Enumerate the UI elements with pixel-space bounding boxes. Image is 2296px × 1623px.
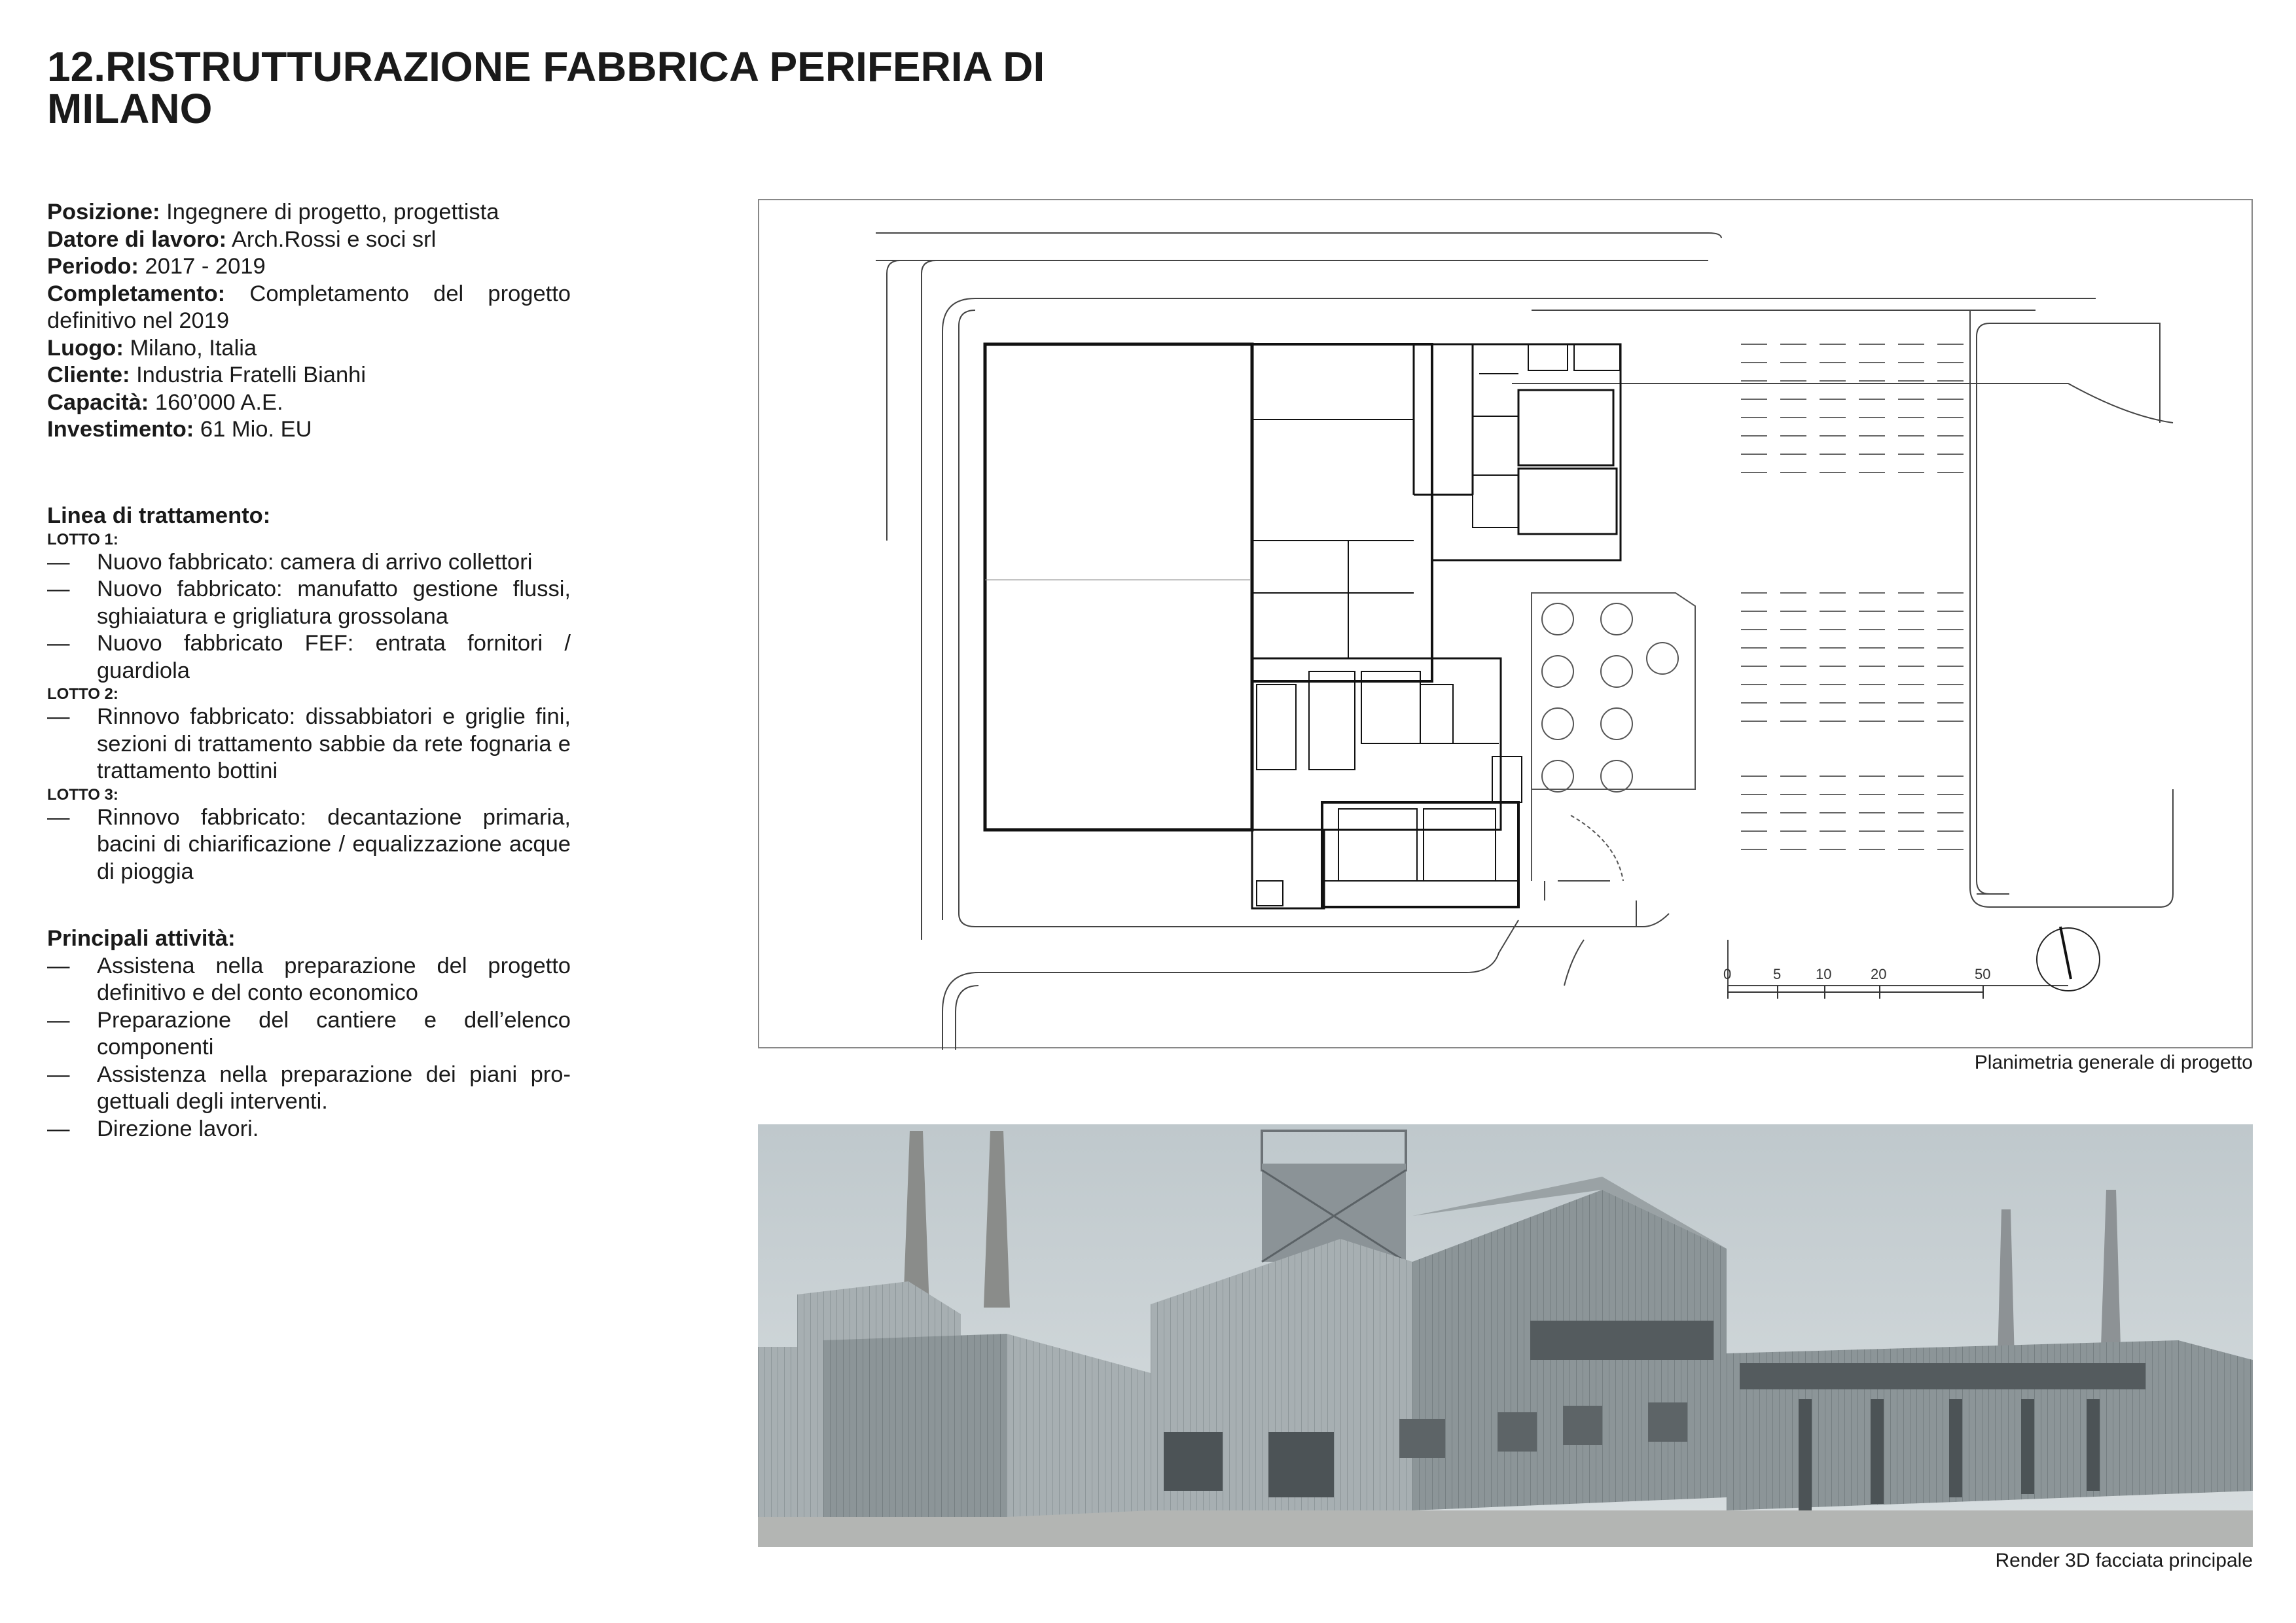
activities-section xyxy=(47,925,571,1143)
scale-label: 50 xyxy=(1975,966,1991,982)
list-item: — Assistena nella preparazione del progetto definitivo e del conto economico xyxy=(47,953,571,1005)
scale-label: 0 xyxy=(1723,966,1732,982)
list-item: — Direzione lavori. xyxy=(47,1116,259,1141)
list-item: — Rinnovo fabbricato: decantazione primaria, bacini di chiarificazione / equalizzazione acque di pioggia xyxy=(47,804,571,884)
render-caption: Render 3D facciata principale xyxy=(1995,1550,2253,1571)
list-item: — Assistenza nella preparazione dei piani pro-gettuali degli interventi. xyxy=(47,1061,571,1114)
site-plan-drawing xyxy=(759,200,2254,1050)
list-item: — Nuovo fabbricato FEF: entrata fornitori / guardiola xyxy=(47,631,571,683)
list-item: — Preparazione del cantiere e dell’elenco componenti xyxy=(47,1007,571,1060)
list-item: — Nuovo fabbricato: camera di arrivo collettori xyxy=(47,549,533,575)
page-title: 12.RISTRUTTURAZIONE FABBRICA PERIFERIA DI MILANO xyxy=(47,43,1045,132)
info-investment: Investimento: 61 Mio. EU xyxy=(47,417,312,442)
plan-caption: Planimetria generale di progetto xyxy=(1974,1052,2253,1073)
info-completion: Completamento: Completamento del progetto definitivo nel 2019 xyxy=(47,281,571,333)
project-info xyxy=(47,199,571,444)
info-client: Cliente: Industria Fratelli Bianhi xyxy=(47,363,367,387)
info-location: Luogo: Milano, Italia xyxy=(47,335,257,361)
info-position: Posizione: Ingegnere di progetto, progettista xyxy=(47,200,499,224)
treatment-section xyxy=(47,503,571,885)
scale-label: 20 xyxy=(1871,966,1887,982)
info-employer: Datore di lavoro: Arch.Rossi e soci srl xyxy=(47,226,437,252)
lotto-2-label: LOTTO 2: xyxy=(47,685,118,703)
treatment-heading: Linea di trattamento: xyxy=(47,503,271,528)
lotto-3-label: LOTTO 3: xyxy=(47,785,118,804)
info-period: Periodo: 2017 - 2019 xyxy=(47,254,266,279)
activities-heading: Principali attività: xyxy=(47,926,236,951)
scale-label: 10 xyxy=(1816,966,1832,982)
scale-label: 5 xyxy=(1773,966,1782,982)
lotto-1-label: LOTTO 1: xyxy=(47,530,118,548)
render-drawing xyxy=(758,1124,2253,1547)
list-item: — Rinnovo fabbricato: dissabbiatori e griglie fini, sezioni di trattamento sabbie da rete fognaria e trattamento bottini xyxy=(47,704,571,783)
list-item: — Nuovo fabbricato: manufatto gestione flussi, sghiaiatura e grigliatura grossolana xyxy=(47,577,571,629)
render-image xyxy=(758,1124,2253,1547)
info-capacity: Capacità: 160’000 A.E. xyxy=(47,389,283,415)
site-plan xyxy=(758,199,2253,1048)
